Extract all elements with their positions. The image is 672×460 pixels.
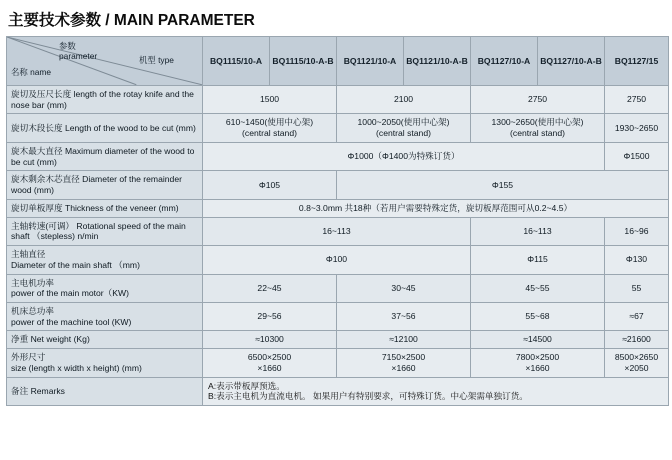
table-row <box>7 217 669 245</box>
page-title: 主要技术参数 / MAIN PARAMETER <box>8 12 255 29</box>
remarks-text: A:表示带板厚预选。 B:表示主电机为直流电机。 如果用户有特别要求，可特殊订货。中心架需单独订货。 <box>203 377 669 405</box>
table-row <box>7 142 669 170</box>
value-cell: ≈67 <box>605 303 669 331</box>
value-cell: Φ100 <box>203 246 471 274</box>
column-header-4: BQ1127/10-A <box>471 37 538 86</box>
row-label: 旋木剩余木芯直径 Diameter of the remainder wood (mm) <box>7 171 203 199</box>
value-cell: 55 <box>605 274 669 302</box>
row-label: 旋切木段长度 Length of the wood to be cut (mm) <box>7 114 203 142</box>
main-parameter-table <box>6 36 669 406</box>
value-cell: ≈12100 <box>337 331 471 349</box>
table-body <box>7 86 669 406</box>
value-cell: ≈14500 <box>471 331 605 349</box>
table-row <box>7 86 669 114</box>
table-row <box>7 331 669 349</box>
value-cell: 22~45 <box>203 274 337 302</box>
value-cell: 29~56 <box>203 303 337 331</box>
row-label: 主轴直径 Diameter of the main shaft （mm) <box>7 246 203 274</box>
column-header-6: BQ1127/15 <box>605 37 669 86</box>
value-cell: 2750 <box>605 86 669 114</box>
value-cell: 1500 <box>203 86 337 114</box>
table-row <box>7 246 669 274</box>
column-header-0: BQ1115/10-A <box>203 37 270 86</box>
value-cell: 37~56 <box>337 303 471 331</box>
header-parameter-label: 参数 parameter <box>59 41 98 62</box>
value-cell: 16~113 <box>471 217 605 245</box>
value-cell: 8500×2650 ×2050 <box>605 349 669 377</box>
row-label: 主电机功率 power of the main motor（KW) <box>7 274 203 302</box>
table-row <box>7 199 669 217</box>
value-cell: ≈10300 <box>203 331 337 349</box>
row-label: 主轴转速(可调） Rotational speed of the main shaft （stepless) n/min <box>7 217 203 245</box>
row-label: 机床总功率 power of the machine tool (KW) <box>7 303 203 331</box>
table-row <box>7 114 669 142</box>
value-cell: 2100 <box>337 86 471 114</box>
column-header-1: BQ1115/10-A-B <box>270 37 337 86</box>
header-corner-cell <box>7 37 203 86</box>
row-label: 旋切及压尺长度 length of the rotay knife and the nose bar (mm) <box>7 86 203 114</box>
value-cell: Φ155 <box>337 171 669 199</box>
value-cell: 1300~2650(使用中心架) (central stand) <box>471 114 605 142</box>
value-cell: 55~68 <box>471 303 605 331</box>
table-row <box>7 303 669 331</box>
table-row <box>7 274 669 302</box>
header-type-label: 机型 type <box>139 55 174 65</box>
value-cell: 30~45 <box>337 274 471 302</box>
value-cell: 6500×2500 ×1660 <box>203 349 337 377</box>
value-cell: 7150×2500 ×1660 <box>337 349 471 377</box>
column-header-5: BQ1127/10-A-B <box>538 37 605 86</box>
value-cell: Φ1500 <box>605 142 669 170</box>
row-label: 旋切单板厚度 Thickness of the veneer (mm) <box>7 199 203 217</box>
row-label: 外形尺寸 size (length x width x height) (mm) <box>7 349 203 377</box>
row-label: 旋木最大直径 Maximum diameter of the wood to be cut (mm) <box>7 142 203 170</box>
remarks-label: 备注 Remarks <box>7 377 203 405</box>
value-cell: 16~96 <box>605 217 669 245</box>
value-cell: 0.8~3.0mm 共18种（若用户需要特殊定货，旋切板厚范围可从0.2~4.5） <box>203 199 669 217</box>
row-label: 净重 Net weight (Kg) <box>7 331 203 349</box>
value-cell: 2750 <box>471 86 605 114</box>
table-header-row <box>7 37 669 86</box>
table-row <box>7 171 669 199</box>
value-cell: Φ130 <box>605 246 669 274</box>
value-cell: 610~1450(使用中心架) (central stand) <box>203 114 337 142</box>
value-cell: Φ1000（Φ1400为特殊订货） <box>203 142 605 170</box>
value-cell: Φ105 <box>203 171 337 199</box>
column-header-2: BQ1121/10-A <box>337 37 404 86</box>
table-row <box>7 349 669 377</box>
value-cell: ≈21600 <box>605 331 669 349</box>
value-cell: 45~55 <box>471 274 605 302</box>
value-cell: 1930~2650 <box>605 114 669 142</box>
value-cell: Φ115 <box>471 246 605 274</box>
value-cell: 16~113 <box>203 217 471 245</box>
header-name-label: 名称 name <box>11 67 52 77</box>
value-cell: 1000~2050(使用中心架) (central stand) <box>337 114 471 142</box>
value-cell: 7800×2500 ×1660 <box>471 349 605 377</box>
remarks-row <box>7 377 669 405</box>
column-header-3: BQ1121/10-A-B <box>404 37 471 86</box>
